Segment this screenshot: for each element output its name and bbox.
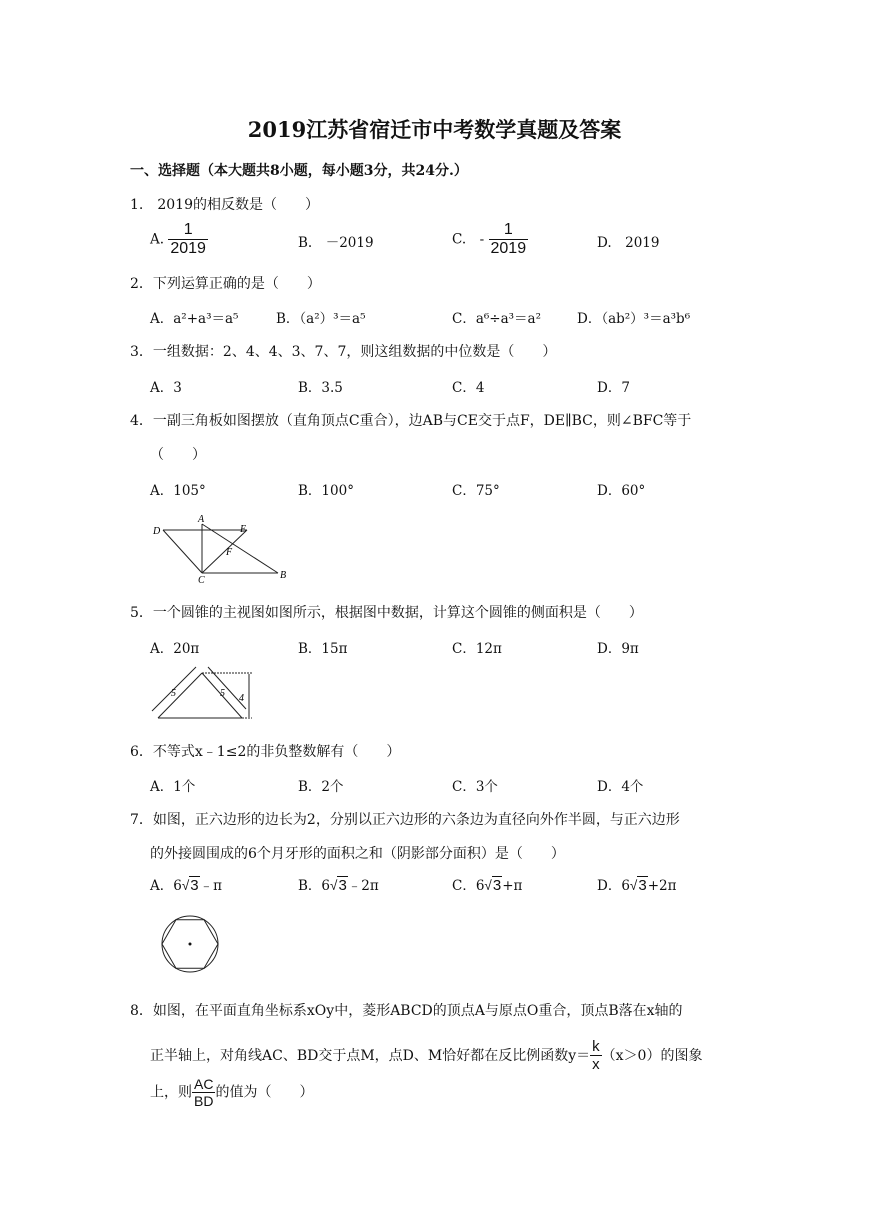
center-point [189,943,192,946]
q4-option-b: B．100° [298,483,354,499]
triangle-figure [150,510,295,585]
q7-d-tail: +2π [647,878,677,894]
q7-b-tail: ﹣2π [347,878,379,894]
q8-bd: BD [194,1093,214,1110]
q1-option-c-fraction [489,221,529,259]
q7-b-sqrt: √3 [330,877,347,894]
q8-ac: AC [194,1076,214,1092]
q8-line2-pre: 正半轴上，对角线AC、BD交于点M，点D、M恰好都在反比例函数y＝ [150,1047,591,1064]
q1-c-denominator: 2019 [490,240,527,258]
q5-option-a: A．20π [150,641,200,657]
q7-a-radicand: 3 [190,877,199,894]
q6-option-b: B．2个 [298,779,344,795]
fig4-label-b: B [280,570,287,581]
q6-option-d: D．4个 [597,779,644,795]
q7-option-d [597,874,676,894]
q3-option-c: C．4 [452,380,485,396]
q5-option-d: D．9π [597,641,639,657]
q1-option-d: D. 2019 [597,235,660,251]
q1-option-a-fraction [168,221,208,259]
q1-option-a [150,221,208,259]
q6-option-c: C．3个 [452,779,498,795]
q7-a-sqrt: √3 [181,877,199,894]
question-1: 1. 2019的相反数是（ ） [130,197,319,213]
q8-line3-pre: 上，则 [150,1084,192,1101]
question-4: 4．一副三角板如图摆放（直角顶点C重合），边AB与CE交于点F，DE∥BC，则∠BFC等于 [130,413,692,429]
question-3: 3．一组数据：2、4、4、3、7、7，则这组数据的中位数是（ ） [130,344,557,360]
q1-option-c [452,221,528,259]
fig5-label-left: 5 [171,688,176,699]
q7-c-radicand: 3 [492,877,502,894]
q7-a-coef: A．6 [150,878,182,894]
hexagon-figure [148,902,232,986]
q7-option-b [298,874,379,894]
q7-option-c [452,874,522,894]
question-5: 5．一个圆锥的主视图如图所示，根据图中数据，计算这个圆锥的侧面积是（ ） [130,605,643,621]
q7-c-coef: C．6 [452,878,485,894]
q7-c-sqrt: √3 [484,877,502,894]
q8-k: k [592,1038,600,1055]
cone-front-view-figure [146,665,258,725]
fig4-label-c: C [198,575,205,585]
q6-option-a: A．1个 [150,779,196,795]
q4-option-c: C．75° [452,483,500,499]
q1-a-denominator: 2019 [170,240,206,258]
question-2: 2．下列运算正确的是（ ） [130,276,321,292]
q3-option-d: D．7 [597,380,630,396]
q1-option-b: B. －2019 [298,235,374,251]
q5-option-b: B．15π [298,641,348,657]
q4-option-d: D．60° [597,483,646,499]
q4-option-a: A．105° [150,483,206,499]
q7-c-tail: +π [502,878,523,894]
q8-line3-post: 的值为（ ） [215,1084,314,1101]
fig4-label-f: F [226,547,233,558]
question-4-cont: （ ） [150,447,206,463]
q8-k-over-x [590,1038,602,1074]
q2-option-b: B．（a²）³＝a⁵ [276,311,366,327]
q7-option-a [150,874,222,894]
q2-option-a: A．a²+a³＝a⁵ [150,311,239,327]
page-title: 2019江苏省宿迁市中考数学真题及答案 [247,117,622,142]
q7-b-coef: B．6 [298,878,331,894]
q2-option-c: C．a⁶÷a³＝a² [452,311,542,327]
q1-a-numerator: 1 [168,221,208,240]
question-6: 6．不等式x﹣1≤2的非负整数解有（ ） [130,744,401,760]
question-7-line1: 7．如图，正六边形的边长为2，分别以正六边形的六条边为直径向外作半圆，与正六边形 [130,812,680,828]
fig5-label-mid: 5 [220,688,225,699]
q1-option-a-label: A. [150,231,165,248]
fig5-label-right: 4 [239,693,244,704]
q1-c-numerator: 1 [489,221,529,240]
q8-x: x [592,1056,600,1074]
q7-d-coef: D．6 [597,878,630,894]
fig4-label-a: A [198,514,205,525]
q8-ac-over-bd [192,1076,215,1109]
q7-b-radicand: 3 [338,877,347,894]
q3-option-b: B．3.5 [298,380,343,396]
fig4-label-e: E [240,524,247,535]
question-8-line2 [150,1038,702,1074]
q8-line2-post: （x＞0）的图象 [601,1047,703,1064]
question-8-line1: 8．如图，在平面直角坐标系xOy中，菱形ABCD的顶点A与原点O重合，顶点B落在x轴的 [130,1003,683,1019]
question-8-line3 [150,1076,313,1109]
question-7-line2: 的外接圆围成的6个月牙形的面积之和（阴影部分面积）是（ ） [150,846,565,862]
q3-option-a: A．3 [150,380,182,396]
q5-option-c: C．12π [452,641,502,657]
q2-option-d: D．（ab²）³＝a³b⁶ [577,311,691,327]
q7-a-tail: ﹣π [199,878,222,894]
section-heading: 一、选择题（本大题共8小题，每小题3分，共24分.） [130,163,468,179]
q7-d-radicand: 3 [638,877,647,894]
q1-option-c-label: C. - [452,231,485,248]
fig4-label-d: D [153,526,161,537]
q7-d-sqrt: √3 [629,877,647,894]
